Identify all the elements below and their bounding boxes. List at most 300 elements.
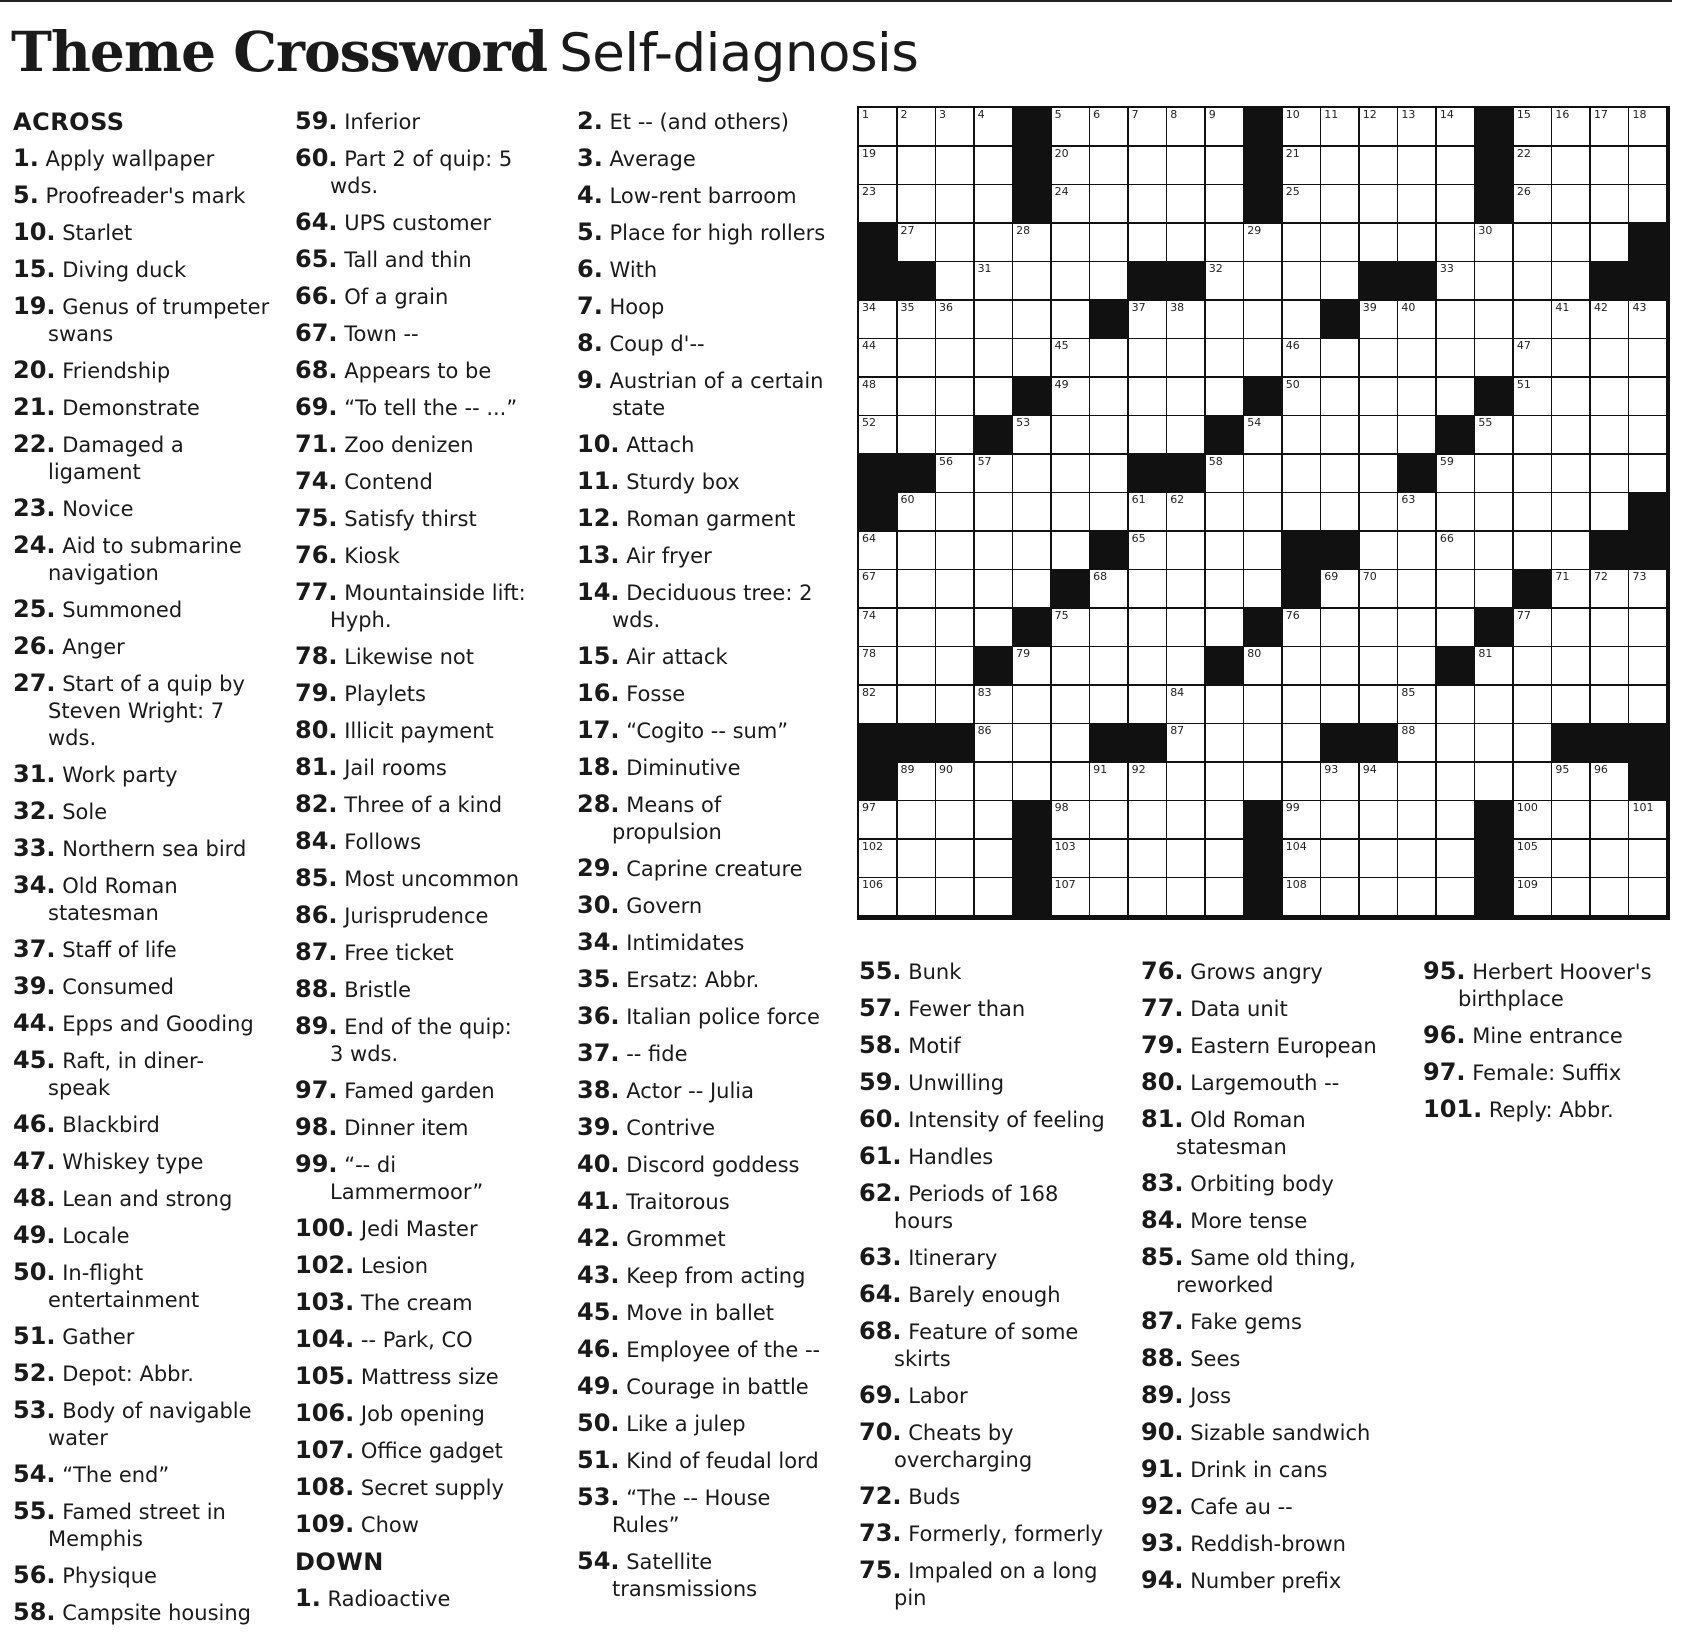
grid-cell[interactable] — [1398, 724, 1435, 761]
grid-cell[interactable] — [1514, 301, 1551, 338]
grid-cell[interactable] — [1013, 339, 1050, 376]
grid-cell[interactable] — [1090, 339, 1127, 376]
grid-cell[interactable] — [936, 609, 973, 646]
grid-cell[interactable] — [975, 339, 1012, 376]
grid-cell[interactable] — [1129, 609, 1166, 646]
grid-cell[interactable] — [1090, 185, 1127, 222]
grid-cell[interactable] — [1129, 647, 1166, 684]
grid-cell[interactable] — [1167, 840, 1204, 877]
grid-cell[interactable] — [1283, 339, 1320, 376]
grid-cell[interactable] — [1206, 224, 1243, 261]
grid-cell[interactable] — [975, 570, 1012, 607]
grid-cell[interactable] — [1090, 570, 1127, 607]
grid-cell[interactable] — [975, 147, 1012, 184]
grid-cell[interactable] — [936, 224, 973, 261]
grid-cell[interactable] — [1360, 493, 1397, 530]
grid-cell[interactable] — [1591, 840, 1628, 877]
grid-cell[interactable] — [1206, 878, 1243, 915]
grid-cell[interactable] — [1321, 840, 1358, 877]
grid-cell[interactable] — [1398, 108, 1435, 145]
grid-cell[interactable] — [898, 378, 935, 415]
grid-cell[interactable] — [1321, 609, 1358, 646]
grid-cell[interactable] — [1514, 416, 1551, 453]
grid-cell[interactable] — [1552, 840, 1589, 877]
grid-cell[interactable] — [898, 570, 935, 607]
grid-cell[interactable] — [1244, 262, 1281, 299]
grid-cell[interactable] — [1398, 378, 1435, 415]
grid-cell[interactable] — [1206, 686, 1243, 723]
grid-cell[interactable] — [1514, 686, 1551, 723]
grid-cell[interactable] — [1552, 185, 1589, 222]
grid-cell[interactable] — [1129, 185, 1166, 222]
grid-cell[interactable] — [1437, 609, 1474, 646]
grid-cell[interactable] — [1206, 378, 1243, 415]
grid-cell[interactable] — [1360, 378, 1397, 415]
grid-cell[interactable] — [1591, 455, 1628, 492]
grid-cell[interactable] — [1552, 647, 1589, 684]
grid-cell[interactable] — [1244, 493, 1281, 530]
grid-cell[interactable] — [1514, 647, 1551, 684]
grid-cell[interactable] — [975, 801, 1012, 838]
grid-cell[interactable] — [1437, 840, 1474, 877]
grid-cell[interactable] — [898, 647, 935, 684]
grid-cell[interactable] — [1360, 763, 1397, 800]
grid-cell[interactable] — [1552, 262, 1589, 299]
grid-cell[interactable] — [1129, 416, 1166, 453]
grid-cell[interactable] — [975, 609, 1012, 646]
grid-cell[interactable] — [1013, 493, 1050, 530]
grid-cell[interactable] — [1552, 493, 1589, 530]
grid-cell[interactable] — [1437, 301, 1474, 338]
grid-cell[interactable] — [1206, 763, 1243, 800]
grid-cell[interactable] — [1514, 878, 1551, 915]
grid-cell[interactable] — [975, 108, 1012, 145]
grid-cell[interactable] — [1360, 570, 1397, 607]
grid-cell[interactable] — [936, 147, 973, 184]
grid-cell[interactable] — [1129, 686, 1166, 723]
grid-cell[interactable] — [1398, 339, 1435, 376]
grid-cell[interactable] — [1321, 185, 1358, 222]
grid-cell[interactable] — [1360, 455, 1397, 492]
grid-cell[interactable] — [859, 801, 896, 838]
grid-cell[interactable] — [1629, 647, 1666, 684]
grid-cell[interactable] — [1398, 840, 1435, 877]
grid-cell[interactable] — [1591, 224, 1628, 261]
grid-cell[interactable] — [1360, 108, 1397, 145]
grid-cell[interactable] — [936, 493, 973, 530]
grid-cell[interactable] — [1090, 801, 1127, 838]
grid-cell[interactable] — [1398, 609, 1435, 646]
grid-cell[interactable] — [1437, 455, 1474, 492]
grid-cell[interactable] — [1129, 493, 1166, 530]
grid-cell[interactable] — [1475, 647, 1512, 684]
grid-cell[interactable] — [1129, 801, 1166, 838]
grid-cell[interactable] — [898, 416, 935, 453]
grid-cell[interactable] — [1129, 878, 1166, 915]
grid-cell[interactable] — [1167, 609, 1204, 646]
grid-cell[interactable] — [1629, 686, 1666, 723]
grid-cell[interactable] — [975, 724, 1012, 761]
grid-cell[interactable] — [1244, 416, 1281, 453]
grid-cell[interactable] — [936, 455, 973, 492]
grid-cell[interactable] — [1398, 570, 1435, 607]
grid-cell[interactable] — [1360, 185, 1397, 222]
grid-cell[interactable] — [1629, 339, 1666, 376]
grid-cell[interactable] — [1244, 570, 1281, 607]
grid-cell[interactable] — [898, 801, 935, 838]
grid-cell[interactable] — [1552, 455, 1589, 492]
grid-cell[interactable] — [1013, 763, 1050, 800]
grid-cell[interactable] — [1321, 878, 1358, 915]
grid-cell[interactable] — [1052, 262, 1089, 299]
grid-cell[interactable] — [1167, 108, 1204, 145]
grid-cell[interactable] — [1437, 570, 1474, 607]
grid-cell[interactable] — [1552, 147, 1589, 184]
grid-cell[interactable] — [1206, 570, 1243, 607]
grid-cell[interactable] — [1437, 378, 1474, 415]
grid-cell[interactable] — [1552, 609, 1589, 646]
grid-cell[interactable] — [1321, 455, 1358, 492]
grid-cell[interactable] — [936, 532, 973, 569]
grid-cell[interactable] — [1283, 262, 1320, 299]
grid-cell[interactable] — [1398, 878, 1435, 915]
grid-cell[interactable] — [859, 147, 896, 184]
grid-cell[interactable] — [936, 570, 973, 607]
grid-cell[interactable] — [1398, 185, 1435, 222]
grid-cell[interactable] — [1321, 147, 1358, 184]
grid-cell[interactable] — [1629, 840, 1666, 877]
grid-cell[interactable] — [1013, 686, 1050, 723]
grid-cell[interactable] — [1206, 147, 1243, 184]
grid-cell[interactable] — [1244, 763, 1281, 800]
grid-cell[interactable] — [1398, 647, 1435, 684]
grid-cell[interactable] — [1129, 378, 1166, 415]
grid-cell[interactable] — [1514, 108, 1551, 145]
grid-cell[interactable] — [898, 339, 935, 376]
grid-cell[interactable] — [1090, 455, 1127, 492]
grid-cell[interactable] — [1321, 493, 1358, 530]
grid-cell[interactable] — [1321, 647, 1358, 684]
grid-cell[interactable] — [1437, 493, 1474, 530]
grid-cell[interactable] — [1052, 108, 1089, 145]
grid-cell[interactable] — [1398, 147, 1435, 184]
grid-cell[interactable] — [1475, 455, 1512, 492]
grid-cell[interactable] — [936, 763, 973, 800]
grid-cell[interactable] — [859, 339, 896, 376]
grid-cell[interactable] — [1398, 493, 1435, 530]
grid-cell[interactable] — [1514, 378, 1551, 415]
grid-cell[interactable] — [1052, 724, 1089, 761]
grid-cell[interactable] — [1167, 647, 1204, 684]
grid-cell[interactable] — [1398, 686, 1435, 723]
grid-cell[interactable] — [1206, 532, 1243, 569]
grid-cell[interactable] — [975, 532, 1012, 569]
grid-cell[interactable] — [1475, 339, 1512, 376]
grid-cell[interactable] — [898, 532, 935, 569]
grid-cell[interactable] — [1052, 301, 1089, 338]
grid-cell[interactable] — [1283, 763, 1320, 800]
grid-cell[interactable] — [1090, 493, 1127, 530]
grid-cell[interactable] — [1360, 878, 1397, 915]
grid-cell[interactable] — [1052, 339, 1089, 376]
grid-cell[interactable] — [1206, 185, 1243, 222]
grid-cell[interactable] — [1167, 339, 1204, 376]
grid-cell[interactable] — [975, 301, 1012, 338]
grid-cell[interactable] — [1052, 224, 1089, 261]
grid-cell[interactable] — [1090, 763, 1127, 800]
grid-cell[interactable] — [936, 301, 973, 338]
grid-cell[interactable] — [975, 224, 1012, 261]
grid-cell[interactable] — [1437, 147, 1474, 184]
grid-cell[interactable] — [936, 339, 973, 376]
grid-cell[interactable] — [1090, 108, 1127, 145]
grid-cell[interactable] — [1629, 301, 1666, 338]
grid-cell[interactable] — [1206, 801, 1243, 838]
grid-cell[interactable] — [1167, 763, 1204, 800]
grid-cell[interactable] — [1629, 455, 1666, 492]
grid-cell[interactable] — [1129, 301, 1166, 338]
grid-cell[interactable] — [1398, 763, 1435, 800]
grid-cell[interactable] — [1244, 339, 1281, 376]
grid-cell[interactable] — [1475, 493, 1512, 530]
grid-cell[interactable] — [1591, 147, 1628, 184]
grid-cell[interactable] — [1167, 416, 1204, 453]
grid-cell[interactable] — [1244, 224, 1281, 261]
grid-cell[interactable] — [1013, 647, 1050, 684]
grid-cell[interactable] — [1244, 724, 1281, 761]
grid-cell[interactable] — [1283, 147, 1320, 184]
grid-cell[interactable] — [1244, 647, 1281, 684]
grid-cell[interactable] — [859, 378, 896, 415]
grid-cell[interactable] — [1629, 147, 1666, 184]
grid-cell[interactable] — [936, 378, 973, 415]
grid-cell[interactable] — [1475, 532, 1512, 569]
grid-cell[interactable] — [936, 647, 973, 684]
grid-cell[interactable] — [1167, 378, 1204, 415]
grid-cell[interactable] — [1090, 147, 1127, 184]
grid-cell[interactable] — [936, 262, 973, 299]
grid-cell[interactable] — [1052, 493, 1089, 530]
grid-cell[interactable] — [936, 185, 973, 222]
grid-cell[interactable] — [1437, 185, 1474, 222]
grid-cell[interactable] — [859, 416, 896, 453]
grid-cell[interactable] — [1090, 686, 1127, 723]
grid-cell[interactable] — [1552, 108, 1589, 145]
grid-cell[interactable] — [1629, 609, 1666, 646]
grid-cell[interactable] — [1052, 686, 1089, 723]
grid-cell[interactable] — [1360, 532, 1397, 569]
grid-cell[interactable] — [1013, 724, 1050, 761]
grid-cell[interactable] — [1475, 262, 1512, 299]
grid-cell[interactable] — [1283, 609, 1320, 646]
grid-cell[interactable] — [1129, 532, 1166, 569]
grid-cell[interactable] — [898, 609, 935, 646]
grid-cell[interactable] — [1552, 532, 1589, 569]
grid-cell[interactable] — [1206, 262, 1243, 299]
grid-cell[interactable] — [1013, 301, 1050, 338]
grid-cell[interactable] — [1591, 301, 1628, 338]
grid-cell[interactable] — [1591, 185, 1628, 222]
grid-cell[interactable] — [1090, 840, 1127, 877]
grid-cell[interactable] — [1437, 763, 1474, 800]
grid-cell[interactable] — [898, 840, 935, 877]
grid-cell[interactable] — [1629, 185, 1666, 222]
grid-cell[interactable] — [1360, 224, 1397, 261]
grid-cell[interactable] — [1283, 840, 1320, 877]
grid-cell[interactable] — [1129, 147, 1166, 184]
grid-cell[interactable] — [936, 108, 973, 145]
grid-cell[interactable] — [1167, 801, 1204, 838]
grid-cell[interactable] — [1283, 647, 1320, 684]
grid-cell[interactable] — [1090, 647, 1127, 684]
grid-cell[interactable] — [1475, 301, 1512, 338]
grid-cell[interactable] — [1591, 647, 1628, 684]
grid-cell[interactable] — [1283, 416, 1320, 453]
grid-cell[interactable] — [1283, 185, 1320, 222]
grid-cell[interactable] — [1591, 378, 1628, 415]
grid-cell[interactable] — [1591, 416, 1628, 453]
grid-cell[interactable] — [1591, 801, 1628, 838]
grid-cell[interactable] — [1244, 686, 1281, 723]
grid-cell[interactable] — [1591, 878, 1628, 915]
grid-cell[interactable] — [1552, 301, 1589, 338]
grid-cell[interactable] — [1552, 878, 1589, 915]
grid-cell[interactable] — [1052, 532, 1089, 569]
grid-cell[interactable] — [1052, 878, 1089, 915]
grid-cell[interactable] — [1052, 609, 1089, 646]
grid-cell[interactable] — [1629, 416, 1666, 453]
grid-cell[interactable] — [1629, 878, 1666, 915]
grid-cell[interactable] — [859, 647, 896, 684]
grid-cell[interactable] — [1013, 455, 1050, 492]
grid-cell[interactable] — [1514, 224, 1551, 261]
grid-cell[interactable] — [898, 878, 935, 915]
grid-cell[interactable] — [1167, 532, 1204, 569]
grid-cell[interactable] — [975, 686, 1012, 723]
grid-cell[interactable] — [1514, 455, 1551, 492]
grid-cell[interactable] — [1552, 686, 1589, 723]
grid-cell[interactable] — [1129, 570, 1166, 607]
grid-cell[interactable] — [975, 763, 1012, 800]
grid-cell[interactable] — [1321, 224, 1358, 261]
grid-cell[interactable] — [1321, 108, 1358, 145]
grid-cell[interactable] — [1360, 147, 1397, 184]
grid-cell[interactable] — [1283, 455, 1320, 492]
grid-cell[interactable] — [1167, 724, 1204, 761]
grid-cell[interactable] — [1052, 147, 1089, 184]
grid-cell[interactable] — [1013, 416, 1050, 453]
grid-cell[interactable] — [1167, 301, 1204, 338]
grid-cell[interactable] — [1013, 262, 1050, 299]
grid-cell[interactable] — [1514, 763, 1551, 800]
grid-cell[interactable] — [898, 301, 935, 338]
grid-cell[interactable] — [1283, 493, 1320, 530]
grid-cell[interactable] — [1552, 801, 1589, 838]
grid-cell[interactable] — [1321, 763, 1358, 800]
grid-cell[interactable] — [1437, 339, 1474, 376]
grid-cell[interactable] — [898, 763, 935, 800]
grid-cell[interactable] — [1552, 763, 1589, 800]
grid-cell[interactable] — [936, 801, 973, 838]
grid-cell[interactable] — [1475, 416, 1512, 453]
grid-cell[interactable] — [1090, 416, 1127, 453]
grid-cell[interactable] — [859, 570, 896, 607]
grid-cell[interactable] — [1437, 724, 1474, 761]
grid-cell[interactable] — [1437, 686, 1474, 723]
grid-cell[interactable] — [1437, 262, 1474, 299]
grid-cell[interactable] — [1591, 763, 1628, 800]
grid-cell[interactable] — [1129, 339, 1166, 376]
grid-cell[interactable] — [1052, 185, 1089, 222]
grid-cell[interactable] — [1360, 301, 1397, 338]
grid-cell[interactable] — [936, 878, 973, 915]
grid-cell[interactable] — [1514, 532, 1551, 569]
grid-cell[interactable] — [1244, 301, 1281, 338]
grid-cell[interactable] — [1629, 378, 1666, 415]
grid-cell[interactable] — [1591, 108, 1628, 145]
grid-cell[interactable] — [1552, 224, 1589, 261]
grid-cell[interactable] — [1052, 378, 1089, 415]
grid-cell[interactable] — [1360, 416, 1397, 453]
grid-cell[interactable] — [1360, 686, 1397, 723]
grid-cell[interactable] — [1206, 339, 1243, 376]
grid-cell[interactable] — [1360, 801, 1397, 838]
grid-cell[interactable] — [1360, 840, 1397, 877]
grid-cell[interactable] — [898, 185, 935, 222]
grid-cell[interactable] — [1129, 224, 1166, 261]
grid-cell[interactable] — [1129, 763, 1166, 800]
grid-cell[interactable] — [975, 493, 1012, 530]
grid-cell[interactable] — [1167, 686, 1204, 723]
grid-cell[interactable] — [1629, 108, 1666, 145]
grid-cell[interactable] — [1360, 609, 1397, 646]
grid-cell[interactable] — [936, 686, 973, 723]
grid-cell[interactable] — [1629, 801, 1666, 838]
grid-cell[interactable] — [1167, 493, 1204, 530]
grid-cell[interactable] — [1398, 532, 1435, 569]
grid-cell[interactable] — [1360, 339, 1397, 376]
grid-cell[interactable] — [1206, 108, 1243, 145]
grid-cell[interactable] — [1398, 416, 1435, 453]
grid-cell[interactable] — [1052, 647, 1089, 684]
grid-cell[interactable] — [1591, 493, 1628, 530]
grid-cell[interactable] — [1475, 686, 1512, 723]
grid-cell[interactable] — [1398, 801, 1435, 838]
grid-cell[interactable] — [1321, 378, 1358, 415]
grid-cell[interactable] — [859, 185, 896, 222]
grid-cell[interactable] — [1591, 339, 1628, 376]
grid-cell[interactable] — [1052, 801, 1089, 838]
grid-cell[interactable] — [1283, 378, 1320, 415]
grid-cell[interactable] — [1052, 455, 1089, 492]
grid-cell[interactable] — [1514, 724, 1551, 761]
grid-cell[interactable] — [1283, 686, 1320, 723]
grid-cell[interactable] — [1552, 378, 1589, 415]
grid-cell[interactable] — [1591, 609, 1628, 646]
grid-cell[interactable] — [1321, 801, 1358, 838]
grid-cell[interactable] — [1514, 801, 1551, 838]
grid-cell[interactable] — [1360, 647, 1397, 684]
grid-cell[interactable] — [1167, 224, 1204, 261]
grid-cell[interactable] — [859, 878, 896, 915]
grid-cell[interactable] — [1129, 108, 1166, 145]
grid-cell[interactable] — [1013, 532, 1050, 569]
grid-cell[interactable] — [1052, 840, 1089, 877]
grid-cell[interactable] — [1283, 224, 1320, 261]
grid-cell[interactable] — [1475, 763, 1512, 800]
grid-cell[interactable] — [1552, 339, 1589, 376]
grid-cell[interactable] — [1206, 724, 1243, 761]
